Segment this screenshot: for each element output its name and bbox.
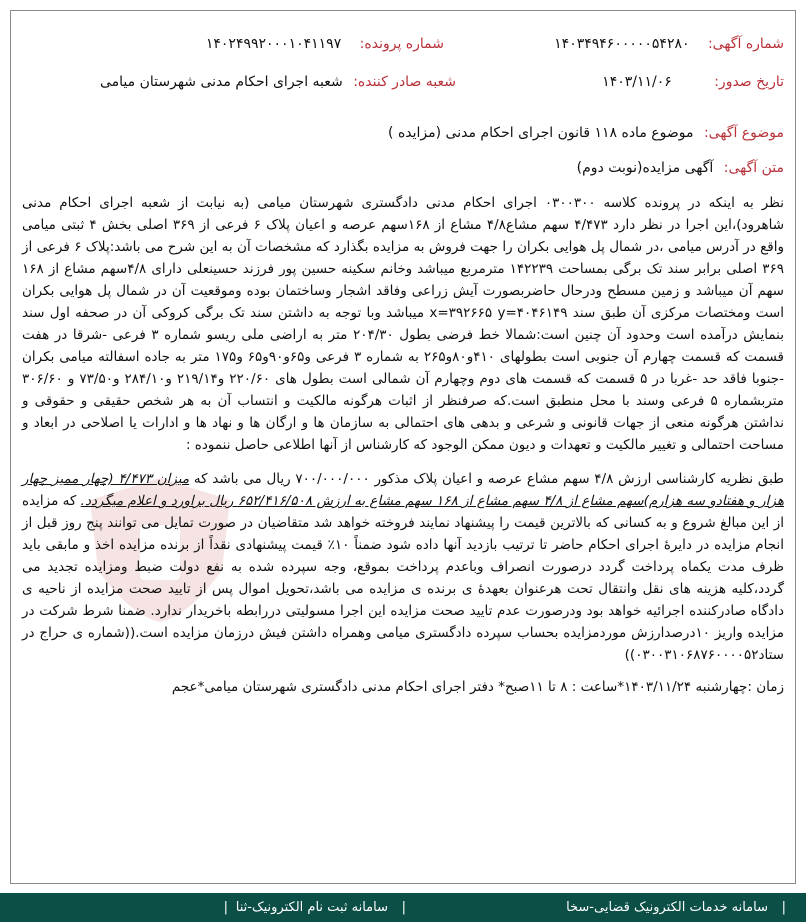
valuation-intro: طبق نظریه کارشناسی ارزش ۴/۸ سهم مشاع عرصه و اعیان پلاک مذکور ۷۰۰/۰۰۰/۰۰۰ ریال می باشد که: [189, 471, 784, 487]
subject-value: موضوع ماده ۱۱۸ قانون اجرای احکام مدنی (مزایده ): [388, 125, 694, 141]
issuer: [100, 74, 456, 90]
paragraph-valuation: [22, 468, 784, 666]
auction-schedule: زمان :چهارشنبه ۱۴۰۳/۱۱/۲۴*ساعت : ۸ تا ۱۱صبح* دفتر اجرای احکام مدنی دادگستری شهرستان میامی*عجم: [171, 679, 784, 695]
valuation-amount: میزان ۴/۴۷۳ (چهار ممیز چهار هزار و هفتادو سه هزارم)سهم مشاع از ۴/۸ سهم مشاع از ۱۶۸ سهم مشاع به ارزش ۶۵۲/۴۱۶/۵۰۸ ریال براورد و اعلام میگردد.: [22, 471, 784, 509]
issue-date-value: ۱۴۰۳/۱۱/۰۶: [602, 74, 672, 90]
case-number-value: ۱۴۰۲۴۹۹۲۰۰۰۱۰۴۱۱۹۷: [205, 36, 342, 52]
footer-link-sana[interactable]: سامانه ثبت نام الکترونیک-ثنا: [235, 900, 388, 915]
issuer-value: شعبه اجرای احکام مدنی شهرستان میامی: [99, 74, 343, 90]
notice-text-heading: [577, 160, 784, 176]
paragraph-description: نظر به اینکه در پرونده کلاسه ۰۳۰۰۳۰۰ اجرای احکام مدنی دادگستری شهرستان میامی (به نیابت از شعبه اجرای احکام مدنی شاهرود)،این اجرا در نظر دارد ۴/۴۷۳ سهم مشاع۴/۸ مشاع از ۱۶۸سهم عرصه و اعیان پلاک ۶ فرعی از ۳۶۹ اصلی بخش ۴ ثبتی میامی واقع در آدرس میامی ،در شمال پل هوایی بکران را جهت فروش به مزایده بگذارد که مشخصات آن به این شرح می باشد:پلاک ۶ فرعی از ۳۶۹ اصلی برابر سند تک برگی بمساحت ۱۴۲۲۳۹ مترمربع میباشد وخانم سکینه حسین پور فرزند حسینعلی دارای ۴/۸سهم مشاع از ۱۶۸ سهم آن میباشد و زمین مسطح ودرحال حاضربصورت آیش زراعی وفاقد اشجار وساختمان بوده وموقعیت آن در شمال پل هوایی بکران است ومختصات مرکزی آن طبق سند x=۳۹۲۶۶۵ y=۴۰۴۶۱۴۹ میباشد وبا توجه به داشتن سند تک برگی کروکی آن در صحفه اول سند بنمایش درآمده است وحدود آن چنین است:شمالا خط فرضی بطول ۲۰۴/۳۰ متر به اراضی ملی ریسو شماره ۳ فرعی -شرقا در هفت قسمت که قسمت چهارم آن جنوبی است بطولهای ۴۱۰و۸۰و۲۶۵ به شماره ۳ فرعی و۶۵و۹۰و۶۵ و۱۷۵ متر به جاده اسفالته میامی بکران -جنوبا فاقد حد -غربا در ۵ قسمت که قسمت های دوم وچهارم آن شمالی است بطول های ۲۲۰/۶۰ و۲۱۹/۱۴ و۲۸۴/۱۰ و۷۳/۵۰ و ۳۰۶/۶۰ متربشماره ۵ فرعی وسند با محل منطبق است.که صرفنظر از اثبات هرگونه مالکیت و انتساب آن به هر شخص حقیقی و حقوقی و نداشتن هرگونه منعی از جهات قانونی و شرعی و بدهی های احتمالی به سازمان ها و ارگان ها و نهاد ها و ادارات یا اصلاحی در ابعاد و مساحت احتمالی و تغییر مالکیت و تعهدات و دیون ممکن الوجود که کارشناس از آنها اطلاعی حاصل ننموده :: [22, 195, 785, 453]
case-number: [206, 36, 444, 52]
footer-separator-right: |: [781, 900, 786, 915]
subject: [388, 125, 784, 141]
case-number-label: شماره پرونده:: [359, 36, 444, 52]
issue-date: [602, 74, 784, 90]
subject-label: موضوع آگهی:: [703, 125, 784, 141]
text-title: آگهی مزایده(نوبت دوم): [576, 160, 714, 176]
ad-number-label: شماره آگهی:: [707, 36, 784, 52]
footer-separator-left: |: [223, 900, 228, 915]
footer-separator-middle: |: [401, 900, 406, 915]
footer-link-sakha[interactable]: سامانه خدمات الکترونیک قضایی-سخا: [566, 900, 768, 915]
ad-number-value: ۱۴۰۳۴۹۴۶۰۰۰۰۰۵۴۲۸۰: [554, 36, 690, 52]
issuer-label: شعبه صادر کننده:: [353, 74, 456, 90]
notice-body: [22, 192, 784, 698]
valuation-terms: که مزایده از این مبالغ شروع و به کسانی که بالاترین قیمت را پیشنهاد نمایند فروخته خواهد شد متقاضیان در صورت تمایل می توانند پنج روز قبل از انجام مزایده در دایرۀ اجرای احکام حاضر تا ترتیب بازدید آنها داده شود ضمناً ۱۰٪ قیمت پیشنهادی نقداً از برنده مزایده اخذ و مابقی باید ظرف مدت یکماه پرداخت گردد درصورت انصراف وباعدم پرداخت بموقع، وجه سپرده شده به نفع دولت ضبط ومزایده تجدید می گردد،کلیه هزینه های نقل وانتقال تحت هرعنوان بعهدۀ ی برنده ی مزایده می باشد،تحویل اموال پس از تایید صحت مزایده از ناحیه ی دادگاه صادرکننده اجرائیه خواهد بود ودرصورت عدم تایید صحت مزایده این اجرا مسولیتی دررابطه باخریدار ندارد. ضمنا شرط شرکت در مزایده واریز ۱۰درصدارزش موردمزایده بحساب سپرده دادگستری میامی وهمراه داشتن فیش درزمان مزایده است.((شماره ی حراج در ستاد۰۳۰۰۳۱۰۶۸۷۶۰۰۰۰۵۲)): [22, 493, 784, 663]
ad-number: [554, 36, 784, 52]
text-label: متن آگهی:: [723, 160, 784, 176]
issue-date-label: تاریخ صدور:: [714, 74, 784, 90]
footer-bar: [0, 893, 806, 922]
